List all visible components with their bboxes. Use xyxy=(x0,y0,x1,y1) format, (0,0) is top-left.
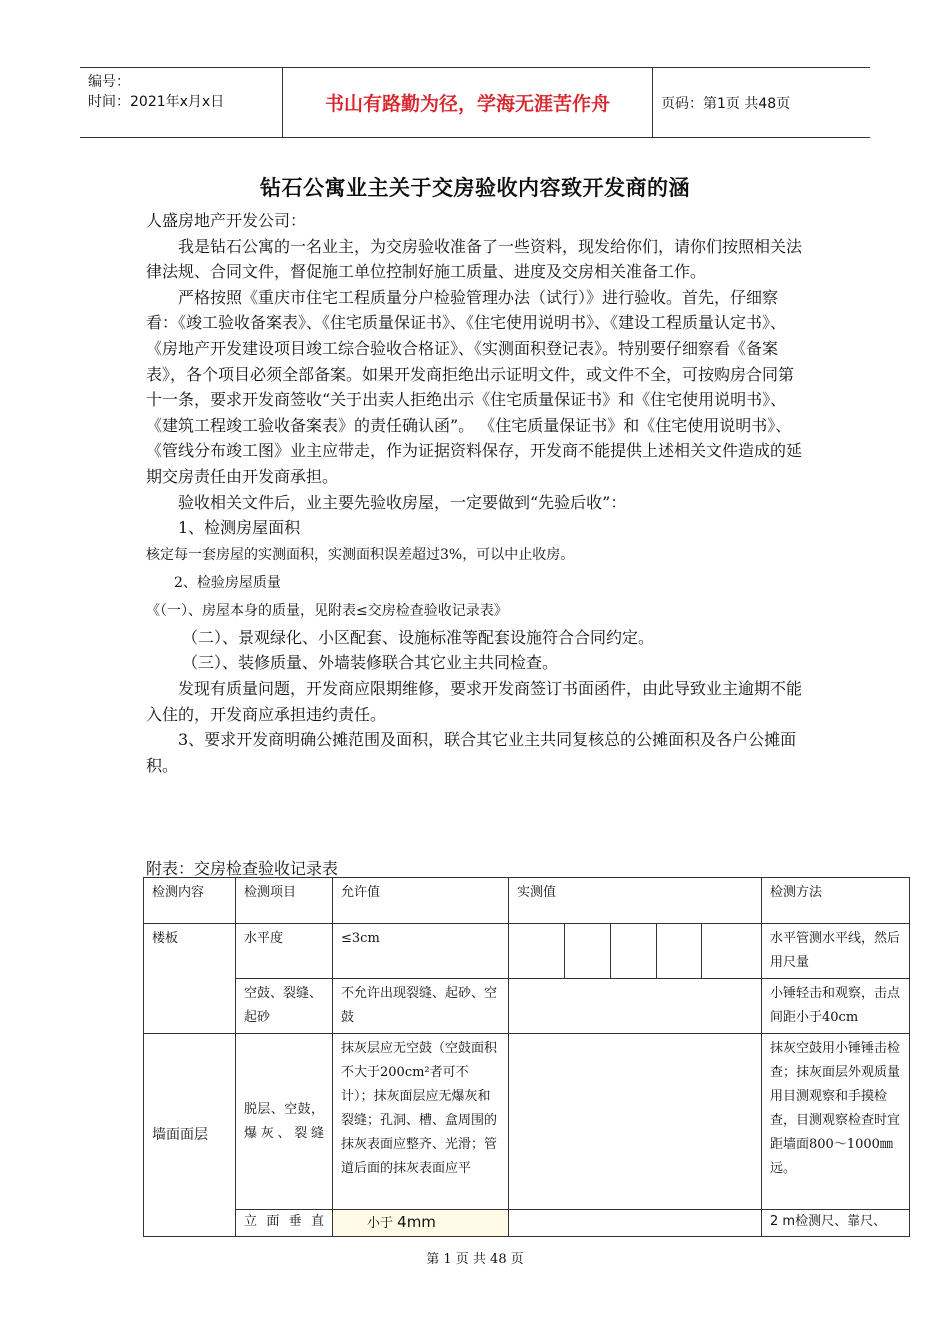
vertical-item: 立面垂直 xyxy=(236,1210,333,1237)
item-2-a: 《（一）、房屋本身的质量，见附表≤交房检查验收记录表》 xyxy=(146,602,508,619)
floor-crack-allowed: 不允许出现裂缝、起砂、空鼓 xyxy=(333,979,509,1034)
table-row xyxy=(144,1210,910,1237)
header-motto: 书山有路勤为径，学海无涯苦作舟 xyxy=(282,68,653,137)
paragraph-1: 我是钻石公寓的一名业主，为交房验收准备了一些资料，现发给你们，请你们按照相关法律法规、合同文件，督促施工单位控制好施工质量、进度及交房相关准备工作。 xyxy=(146,236,803,282)
floor-level-method: 水平管测水平线，然后用尺量 xyxy=(762,924,910,979)
item-1-detail: 核定每一套房屋的实测面积，实测面积误差超过3%，可以中止收房。 xyxy=(146,546,575,563)
measured-cell xyxy=(702,924,762,979)
item-2-c: （三）、装修质量、外墙装修联合其它业主共同检查。 xyxy=(182,653,559,673)
header-content: 检测内容 xyxy=(144,878,236,924)
measured-cell xyxy=(509,924,565,979)
measured-cell xyxy=(657,924,702,979)
page-footer: 第 1 页 共 48 页 xyxy=(426,1252,524,1267)
floor-crack-item: 空鼓、裂缝、起砂 xyxy=(236,979,333,1034)
code-label: 编号： xyxy=(88,74,130,90)
time-label: 时间：2021年x月x日 xyxy=(88,94,225,110)
paragraph-4: 发现有质量问题，开发商应限期维修，要求开发商签订书面函件，由此导致业主逾期不能入住的，开发商应承担违约责任。 xyxy=(146,678,803,724)
floor-cell: 楼板 xyxy=(144,924,236,1034)
table-row xyxy=(144,1034,910,1210)
document-header xyxy=(80,67,870,138)
floor-level-item: 水平度 xyxy=(236,924,333,979)
page-title: 钻石公寓业主关于交房验收内容致开发商的涵 xyxy=(260,176,690,200)
wall-defects-allowed: 抹灰层应无空鼓（空鼓面积不大于200cm²者可不计）；抹灰面层应无爆灰和裂缝；孔洞、槽、盒周围的抹灰表面应整齐、光滑；管道后面的抹灰表面应平 xyxy=(333,1034,509,1210)
measured-cell xyxy=(509,979,762,1034)
paragraph-2: 严格按照《重庆市住宅工程质量分户检验管理办法（试行）》进行验收。首先，仔细察看：《竣工验收备案表》、《住宅质量保证书》、《住宅使用说明书》、《建设工程质量认定书》、《房地产开发建设项目竣工综合验收合格证》、《实测面积登记表》。特别要仔细察看《备案表》，各个项目必须全部备案。如果开发商拒绝出示证明文件，或文件不全，可按购房合同第十一条，要求开发商签收“关于出卖人拒绝出示《住宅质量保证书》和《住宅使用说明书》、《建筑工程竣工验收备案表》的责任确认函”。 《住宅质量保证书》和《住宅使用说明书》、《管线分布竣工图》业主应带走，作为证据资料保存，开发商不能提供上述相关文件造成的延期交房责任由开发商承担。 xyxy=(146,287,803,486)
item-1: 1、检测房屋面积 xyxy=(178,518,301,538)
paragraph-3: 验收相关文件后，业主要先验收房屋，一定要做到“先验后收”： xyxy=(178,492,627,512)
measured-cell xyxy=(509,1210,762,1237)
floor-level-allowed: ≤3cm xyxy=(333,924,509,979)
header-measured: 实测值 xyxy=(509,878,762,924)
table-header-row xyxy=(144,878,910,924)
header-allowed: 允许值 xyxy=(333,878,509,924)
salutation: 人盛房地产开发公司： xyxy=(146,211,307,230)
table-row xyxy=(144,979,910,1034)
header-item: 检测项目 xyxy=(236,878,333,924)
vertical-allowed-value: 4mm xyxy=(397,1213,436,1231)
header-meta xyxy=(80,68,282,137)
measured-cell xyxy=(509,1034,762,1210)
wall-cell: 墙面面层 xyxy=(144,1034,236,1237)
table-row xyxy=(144,924,910,979)
header-page-info: 页码：第1页 共48页 xyxy=(661,95,791,112)
vertical-allowed xyxy=(333,1210,509,1237)
item-2-b: （二）、景观绿化、小区配套、设施标准等配套设施符合合同约定。 xyxy=(182,627,655,647)
vertical-allowed-prefix: 小于 xyxy=(367,1216,394,1231)
measured-cell xyxy=(611,924,657,979)
floor-crack-method: 小锤轻击和观察，击点间距小于40cm xyxy=(762,979,910,1034)
vertical-method: 2 m检测尺、靠尺、 xyxy=(762,1210,910,1237)
wall-defects-item: 脱层、空鼓，爆灰、裂缝 xyxy=(236,1034,333,1210)
header-method: 检测方法 xyxy=(762,878,910,924)
table-caption: 附表：交房检查验收记录表 xyxy=(146,859,339,878)
wall-defects-method: 抹灰空鼓用小锤锤击检查；抹灰面层外观质量用目测观察和手摸检查，目测观察检查时宜距墙面800～1000㎜远。 xyxy=(762,1034,910,1210)
measured-cell xyxy=(565,924,611,979)
paragraph-5: 3、要求开发商明确公摊范围及面积，联合其它业主共同复核总的公摊面积及各户公摊面积。 xyxy=(146,730,797,775)
item-2: 2、检验房屋质量 xyxy=(174,574,281,591)
letter-body xyxy=(146,208,806,778)
inspection-record-table xyxy=(143,877,910,1237)
